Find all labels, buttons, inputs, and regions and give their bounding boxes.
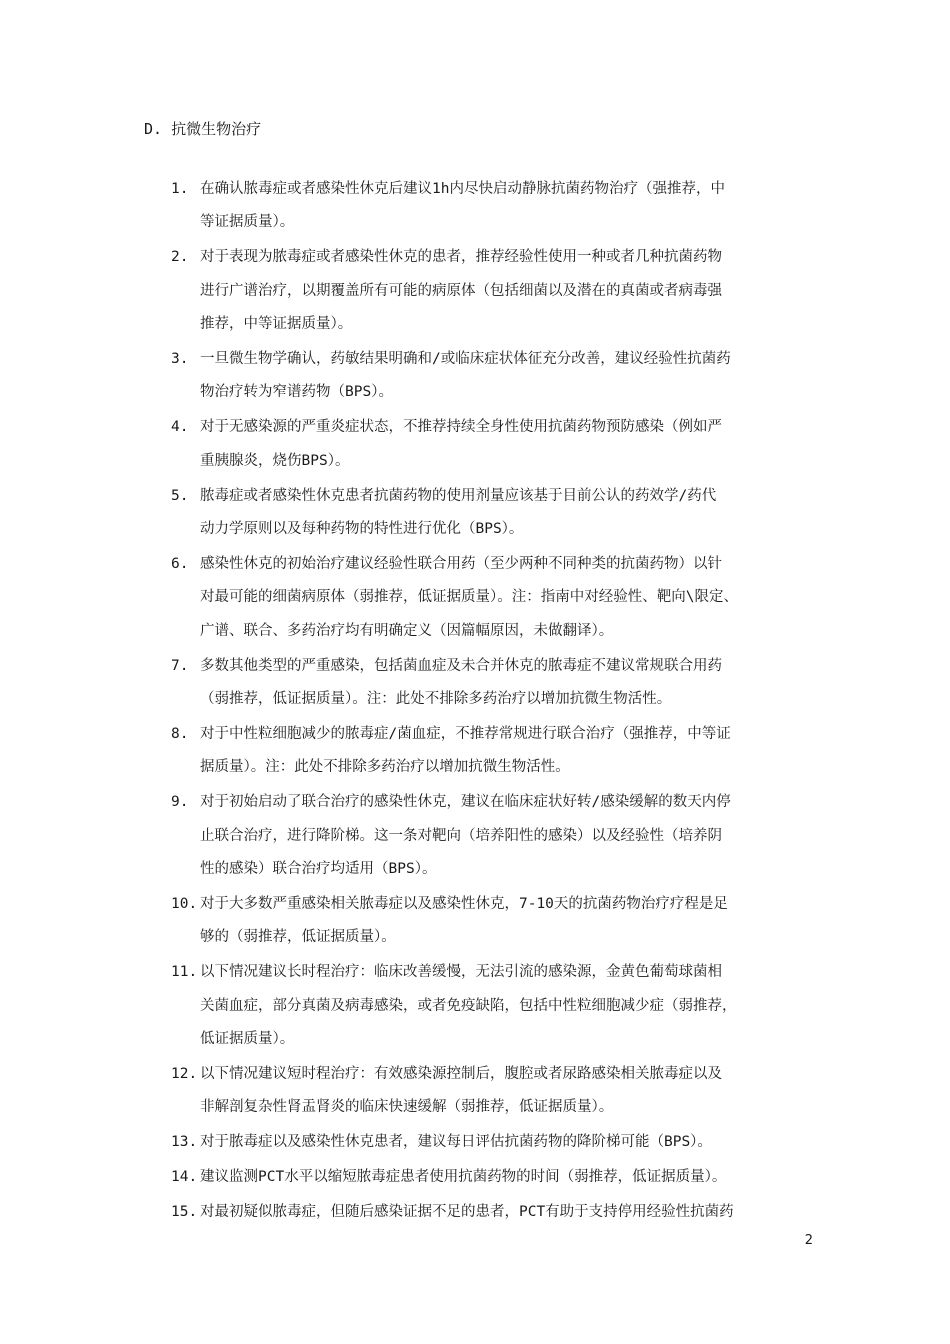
list-item-number: 15.	[171, 1204, 198, 1221]
list-item-text-line: 一旦微生物学确认，药敏结果明确和/或临床症状体征充分改善，建议经验性抗菌药	[200, 351, 731, 368]
list-item	[0, 1196, 950, 1229]
list-item-text-line: 对于中性粒细胞减少的脓毒症/菌血症，不推荐常规进行联合治疗（强推荐，中等证	[200, 726, 731, 742]
list-item-text-line: 等证据质量）。	[200, 214, 295, 231]
list-item-text-line: 对于初始启动了联合治疗的感染性休克，建议在临床症状好转/感染缓解的数天内停	[200, 794, 731, 811]
list-item-text-line: 动力学原则以及每种药物的特性进行优化（BPS）。	[200, 521, 524, 538]
list-item-number: 1.	[171, 181, 189, 197]
list-item-number: 3.	[171, 351, 189, 368]
list-item-text-line: 对于大多数严重感染相关脓毒症以及感染性休克，7-10天的抗菌药物治疗疗程是足	[200, 896, 728, 913]
list-item-text-line: 对于表现为脓毒症或者感染性休克的患者，推荐经验性使用一种或者几种抗菌药物	[200, 249, 722, 266]
list-item-text-line: 物治疗转为窄谱药物（BPS）。	[200, 384, 393, 401]
list-item-text-line: 关菌血症，部分真菌及病毒感染，或者免疫缺陷，包括中性粒细胞减少症（弱推荐，	[200, 997, 737, 1014]
list-item-number: 7.	[171, 657, 189, 674]
list-item	[0, 786, 950, 886]
list-item	[0, 956, 950, 1056]
list-item-text-line: 建议监测PCT水平以缩短脓毒症患者使用抗菌药物的时间（弱推荐，低证据质量）。	[200, 1169, 727, 1186]
list-item-text-line: 脓毒症或者感染性休克患者抗菌药物的使用剂量应该基于目前公认的药效学/药代	[200, 487, 717, 504]
page-number: 2	[804, 1233, 813, 1248]
list-item-text-line: 进行广谱治疗，以期覆盖所有可能的病原体（包括细菌以及潜在的真菌或者病毒强	[200, 282, 722, 299]
list-item-number: 4.	[171, 419, 189, 436]
list-item-text-line: 感染性休克的初始治疗建议经验性联合用药（至少两种不同种类的抗菌药物）以针	[200, 555, 722, 572]
list-item-number: 10.	[171, 896, 198, 913]
list-item-number: 14.	[171, 1169, 198, 1186]
list-item-text-line: 低证据质量）。	[200, 1031, 295, 1048]
list-item-number: 6.	[171, 555, 189, 572]
list-item-number: 8.	[171, 726, 189, 742]
list-item-text-line: 性的感染）联合治疗均适用（BPS）。	[200, 861, 437, 878]
list-item	[0, 1058, 950, 1125]
list-item-number: 13.	[171, 1134, 198, 1151]
recommendation-list	[0, 173, 950, 1231]
list-item	[0, 548, 950, 648]
list-item-text-line: 推荐，中等证据质量）。	[200, 316, 353, 333]
list-item	[0, 343, 950, 410]
list-item-text-line: 在确认脓毒症或者感染性休克后建议1h内尽快启动静脉抗菌药物治疗（强推荐，中	[200, 181, 725, 197]
list-item-text-line: （弱推荐，低证据质量）。注：此处不排除多药治疗以增加抗微生物活性。	[200, 691, 672, 708]
list-item-text-line: 以下情况建议短时程治疗：有效感染源控制后，腹腔或者尿路感染相关脓毒症以及	[200, 1066, 722, 1083]
list-item	[0, 241, 950, 341]
list-item-number: 11.	[171, 964, 198, 981]
list-item-number: 9.	[171, 794, 189, 811]
list-item	[0, 1126, 950, 1159]
list-item	[0, 480, 950, 547]
list-item-number: 5.	[171, 487, 189, 504]
list-item-number: 2.	[171, 249, 189, 266]
list-item-text-line: 以下情况建议长时程治疗：临床改善缓慢，无法引流的感染源，金黄色葡萄球菌相	[200, 964, 722, 981]
list-item-text-line: 对于无感染源的严重炎症状态，不推荐持续全身性使用抗菌药物预防感染（例如严	[200, 419, 722, 436]
list-item-number: 12.	[171, 1066, 198, 1083]
list-item	[0, 888, 950, 955]
list-item-text-line: 多数其他类型的严重感染，包括菌血症及未合并休克的脓毒症不建议常规联合用药	[200, 657, 722, 674]
list-item	[0, 1161, 950, 1194]
list-item-text-line: 广谱、联合、多药治疗均有明确定义（因篇幅原因，未做翻译）。	[200, 622, 614, 639]
list-item-text-line: 够的（弱推荐，低证据质量）。	[200, 929, 396, 946]
list-item-text-line: 重胰腺炎，烧伤BPS）。	[200, 452, 350, 469]
list-item	[0, 173, 950, 240]
list-item	[0, 650, 950, 717]
list-item-text-line: 对最初疑似脓毒症，但随后感染证据不足的患者，PCT有助于支持停用经验性抗菌药	[200, 1204, 734, 1221]
section-heading: D. 抗微生物治疗	[144, 120, 262, 138]
list-item-text-line: 非解剖复杂性肾盂肾炎的临床快速缓解（弱推荐，低证据质量）。	[200, 1099, 614, 1116]
list-item-text-line: 止联合治疗，进行降阶梯。这一条对靶向（培养阳性的感染）以及经验性（培养阴	[200, 827, 722, 844]
list-item-text-line: 据质量）。注：此处不排除多药治疗以增加抗微生物活性。	[200, 759, 570, 776]
list-item-text-line: 对于脓毒症以及感染性休克患者，建议每日评估抗菌药物的降阶梯可能（BPS）。	[200, 1134, 712, 1151]
list-item	[0, 411, 950, 478]
list-item	[0, 718, 950, 785]
list-item-text-line: 对最可能的细菌病原体（弱推荐，低证据质量）。注：指南中对经验性、靶向\限定、	[200, 589, 738, 606]
